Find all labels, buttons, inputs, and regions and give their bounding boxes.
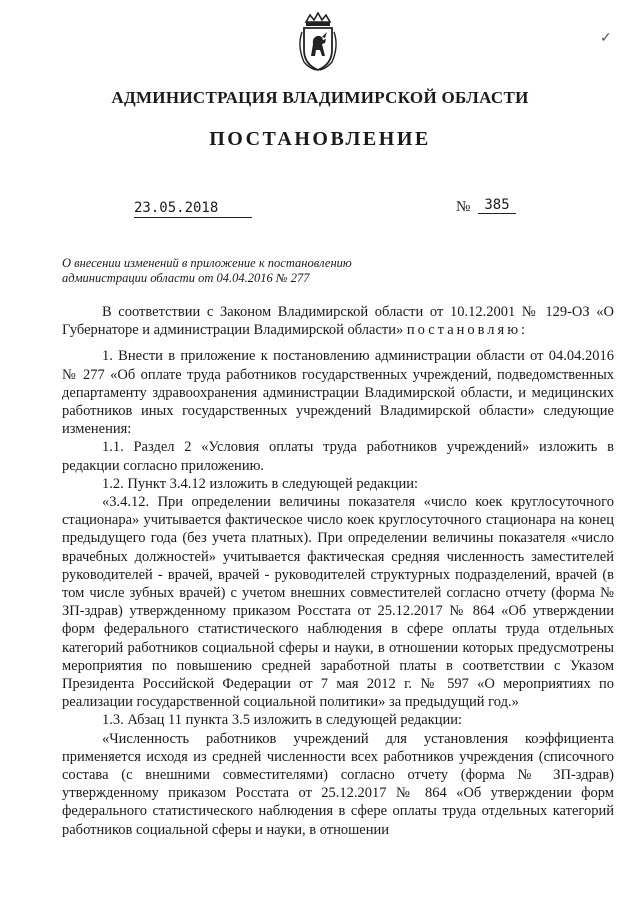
vladimir-coat-of-arms-icon — [296, 12, 340, 72]
paragraph-1-2: 1.2. Пункт 3.4.12 изложить в следующей редакции: — [102, 475, 419, 492]
paragraph-1-2-text: «3.4.12. При определении величины показателя «число коек круглосуточного стационара» учитывается фактическое число коек круглосуточного стационара на конец предыдущего года (без учета платных). При определении величины показателя «число врачебных должностей» учитывается фактическая средняя численность заместителей руководителей - врачей, врачей - руководителей структурных подразделений, врачей (в том числе зубных врачей) с учетом внешних совместителей согласно отчету (форма № ЗП-здрав) утвержденному приказом Росстата от 25.12.2017 № 864 «Об утверждении форм федерального статистического наблюдения в сфере оплаты труда отдельных категорий работников социальной сферы и науки, в отношении которых предусмотрены мероприятия по повышению средней заработной платы в соответствии с Указом Президента Российской Федерации от 7 мая 2012 г. № 597 «О мероприятиях по реализации государственной социальной политики» за предыдущий год.» — [62, 494, 614, 711]
paragraph-1-3-text: «Численность работников учреждений для установления коэффициента применяется исходя из средней численности всех работников учреждения (списочного состава (с внешними совместителями) согласно отчету (форма № ЗП-здрав) утвержденному приказом Росстата от 25.12.2017 № 864 «Об утверждении форм федерального статистического наблюдения в сфере оплаты труда отдельных категорий работников социальной сферы и науки, в отношении — [62, 730, 614, 838]
intro-paragraph — [62, 303, 614, 339]
intro-text: В соответствии с Законом Владимирской области от 10.12.2001 № 129-ОЗ «О Губернаторе и администрации Владимирской области» — [62, 304, 614, 339]
paragraph-1-1: 1.1. Раздел 2 «Условия оплаты труда работников учреждений» изложить в редакции согласно приложению. — [62, 439, 614, 474]
organization-title: АДМИНИСТРАЦИЯ ВЛАДИМИРСКОЙ ОБЛАСТИ — [111, 88, 529, 107]
resolution-keyword: постановляю: — [406, 322, 529, 339]
document-body — [62, 303, 614, 839]
document-number: 385 — [478, 197, 516, 214]
number-sign: № — [456, 199, 471, 215]
document-subject: О внесении изменений в приложение к постановлению администрации области от 04.04.2016 № 277 — [62, 256, 352, 285]
handwritten-check-mark: ✓ — [600, 31, 612, 46]
paragraph-1: 1. Внести в приложение к постановлению администрации области от 04.04.2016 № 277 «Об оплате труда работников государственных учреждений, подведомственных департаменту здравоохранения администрации Владимирской области, и медицинских работников иных государственных учреждений Владимирской области» следующие изменения: — [62, 348, 614, 438]
paragraph-1-3: 1.3. Абзац 11 пункта 3.5 изложить в следующей редакции: — [102, 712, 463, 729]
document-date: 23.05.2018 — [134, 200, 252, 218]
document-type-title: ПОСТАНОВЛЕНИЕ — [209, 128, 431, 150]
